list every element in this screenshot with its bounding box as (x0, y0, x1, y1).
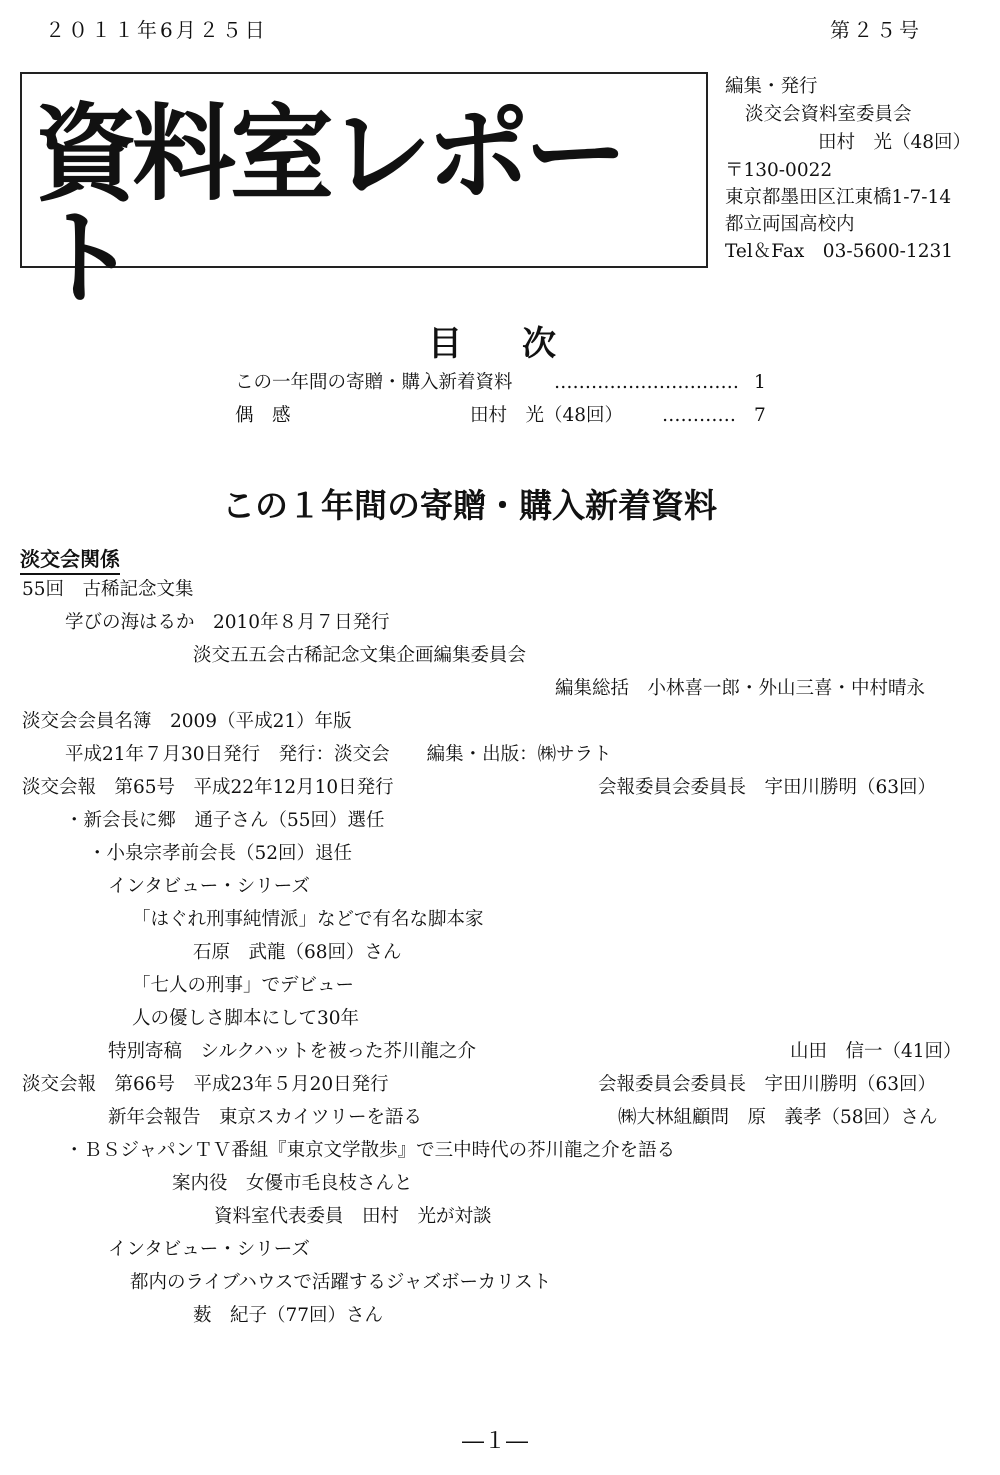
toc-entry-label: 偶 感 (235, 405, 291, 426)
list-item-right: 会報委員会委員長 宇田川勝明（63回） (598, 777, 937, 798)
list-item: 淡交会会員名簿 2009（平成21）年版 (22, 711, 352, 732)
publisher-line: 田村 光（48回） (818, 132, 972, 153)
publisher-line: 編集・発行 (725, 76, 818, 97)
list-item: 55回 古稀記念文集 (22, 579, 194, 600)
list-item-right: 山田 信一（41回） (790, 1041, 962, 1062)
toc-entry-leader: ………… (662, 405, 736, 426)
list-item: ・新会長に郷 通子さん（55回）選任 (65, 810, 385, 831)
list-item: 案内役 女優市毛良枝さんと (172, 1173, 413, 1194)
list-item: 「はぐれ刑事純情派」などで有名な脚本家 (132, 909, 484, 930)
publisher-line: 淡交会資料室委員会 (745, 104, 912, 125)
issue-number: 第２５号 (830, 18, 922, 42)
list-item: インタビュー・シリーズ (108, 876, 310, 897)
toc-entry-label: この一年間の寄贈・購入新着資料 (235, 372, 513, 393)
list-item: 「七人の刑事」でデビュー (132, 975, 355, 996)
list-item: 淡交五五会古稀記念文集企画編集委員会 (193, 645, 527, 666)
list-item: 淡交会報 第66号 平成23年５月20日発行 (22, 1074, 389, 1095)
list-item-right: 編集総括 小林喜一郎・外山三喜・中村晴永 (555, 678, 926, 699)
list-item-right: ㈱大林組顧問 原 義孝（58回）さん (618, 1107, 938, 1128)
list-item: 人の優しさ脚本にして30年 (132, 1008, 360, 1029)
issue-date: ２０１１年6月２５日 (45, 18, 268, 42)
list-item: 淡交会報 第65号 平成22年12月10日発行 (22, 777, 394, 798)
publisher-line: 〒130-0022 (725, 160, 833, 181)
list-item: 平成21年７月30日発行 発行：淡交会 編集・出版：㈱サラト (65, 744, 612, 765)
list-item: ・小泉宗孝前会長（52回）退任 (88, 843, 353, 864)
publisher-line: Tel＆Fax 03-5600-1231 (725, 241, 954, 262)
page-number: ―１― (462, 1429, 529, 1454)
category-heading: 淡交会関係 (20, 543, 120, 575)
toc-entry-page: 1 (754, 372, 766, 393)
list-item: 特別寄稿 シルクハットを被った芥川龍之介 (108, 1041, 477, 1062)
list-item: インタビュー・シリーズ (108, 1239, 310, 1260)
list-item: ・ＢＳジャパンＴＶ番組『東京文学散歩』で三中時代の芥川龍之介を語る (65, 1140, 676, 1161)
publisher-line: 都立両国高校内 (725, 214, 855, 235)
list-item-right: 会報委員会委員長 宇田川勝明（63回） (598, 1074, 937, 1095)
list-item: 石原 武龍（68回）さん (193, 942, 402, 963)
toc-entry-author: 田村 光（48回） (470, 405, 624, 426)
toc-entry-page: 7 (754, 405, 766, 426)
toc-entry-leader: ………………………… (554, 372, 739, 393)
masthead-box (20, 72, 708, 319)
masthead-title: 資料室レポート (34, 93, 623, 319)
section-title: この１年間の寄贈・購入新着資料 (222, 486, 717, 525)
list-item: 都内のライブハウスで活躍するジャズボーカリスト (130, 1272, 552, 1293)
list-item: 資料室代表委員 田村 光が対談 (214, 1206, 492, 1227)
list-item: 新年会報告 東京スカイツリーを語る (108, 1107, 422, 1128)
list-item: 薮 紀子（77回）さん (193, 1305, 384, 1326)
toc-heading: 目次 (428, 324, 616, 364)
publisher-line: 東京都墨田区江東橋1-7-14 (725, 187, 952, 208)
list-item: 学びの海はるか 2010年８月７日発行 (65, 612, 390, 633)
